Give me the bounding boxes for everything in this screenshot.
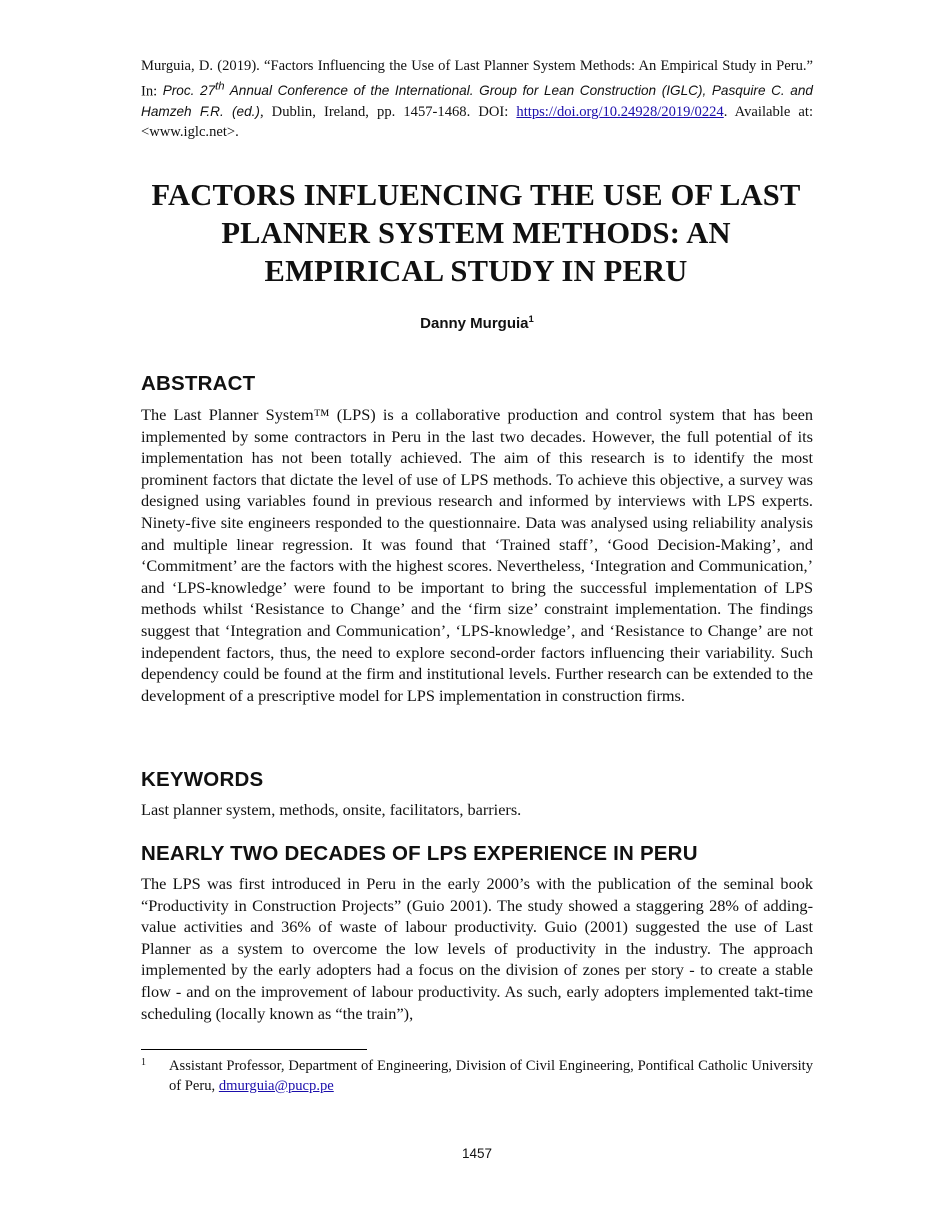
footnote-text: Assistant Professor, Department of Engineering, Division of Civil Engineering, Pontifical Catholic University of Peru, xyxy=(169,1058,813,1094)
doi-link[interactable]: https://doi.org/10.24928/2019/0224 xyxy=(516,103,724,120)
title-line-3: EMPIRICAL STUDY IN PERU xyxy=(264,254,688,288)
footnote-email-link[interactable]: dmurguia@pucp.pe xyxy=(218,1077,334,1094)
author-line xyxy=(141,314,813,332)
title-line-1: FACTORS INFLUENCING THE USE OF LAST xyxy=(151,178,801,212)
author-footnote-mark: 1 xyxy=(528,314,534,325)
abstract-heading: ABSTRACT xyxy=(141,372,256,395)
author-name: Danny Murguia xyxy=(420,315,529,332)
paper-title xyxy=(120,176,832,290)
section-text: The LPS was first introduced in Peru in the early 2000’s with the publication of the seminal book “Productivity in Construction Projects” (Guio 2001). The study showed a staggering 28% of adding-value activities and 36% of waste of labour productivity. Guio (2001) suggested the use of Last Planner as a system to overcome the low levels of productivity in the industry. The approach implemented by the early adopters had a focus on the division of zones per story - to create a stable flow - and on the improvement of labour productivity. As such, early adopters implemented takt-time scheduling (locally known as “the train”), xyxy=(141,874,813,1023)
footnote-rule xyxy=(141,1049,367,1050)
citation-proc-sup: th xyxy=(215,80,225,93)
citation-header xyxy=(141,56,813,143)
section-heading: NEARLY TWO DECADES OF LPS EXPERIENCE IN PERU xyxy=(141,842,698,865)
footnote-mark: 1 xyxy=(141,1057,146,1068)
citation-middle: , Dublin, Ireland, pp. 1457-1468. DOI: xyxy=(259,103,517,120)
page-number: 1457 xyxy=(461,1146,493,1161)
citation-proc-a: Proc. 27 xyxy=(162,83,216,99)
citation-prefix: Murguia, D. (2019). “Factors Influencing the Use of Last Planner System Methods: An Empirical Study in Peru.” In: xyxy=(141,58,813,100)
citation-suffix: . Available at: <www.iglc.net>. xyxy=(141,103,813,141)
footnote xyxy=(169,1057,813,1096)
keywords-heading: KEYWORDS xyxy=(141,768,264,791)
title-line-2: PLANNER SYSTEM METHODS: AN xyxy=(221,216,731,250)
citation-proc-b: Annual Conference of the International. Group for Lean Construction (IGLC), Pasquire C. and Hamzeh F.R. (ed.) xyxy=(141,83,813,119)
keywords-text: Last planner system, methods, onsite, facilitators, barriers. xyxy=(141,800,522,819)
abstract-text: The Last Planner System™ (LPS) is a collaborative production and control system that has been implemented by some contractors in Peru in the last two decades. However, the full potential of its implementation has not been totally achieved. The aim of this research is to identify the most prominent factors that dictate the level of use of LPS methods. To achieve this objective, a survey was designed using variables found in previous research and informed by interviews with LPS experts. Ninety-five site engineers responded to the questionnaire. Data was analysed using reliability analysis and multiple linear regression. It was found that ‘Trained staff’, ‘Good Decision-Making’, and ‘Commitment’ are the factors with the highest scores. Nevertheless, ‘Integration and Communication,’ and ‘LPS-knowledge’ were found to be important to bring the successful implementation of LPS methods whilst ‘Resistance to Change’ and the ‘firm size’ constraint implementation. The findings suggest that ‘Integration and Communication’, ‘LPS-knowledge’, and ‘Resistance to Change’ are not independent factors, thus, the need to explore second-order factors influencing their variability. Such dependency could be found at the firm and institutional levels. Further research can be extended to the development of a prescriptive model for LPS implementation in construction firms. xyxy=(141,405,813,705)
